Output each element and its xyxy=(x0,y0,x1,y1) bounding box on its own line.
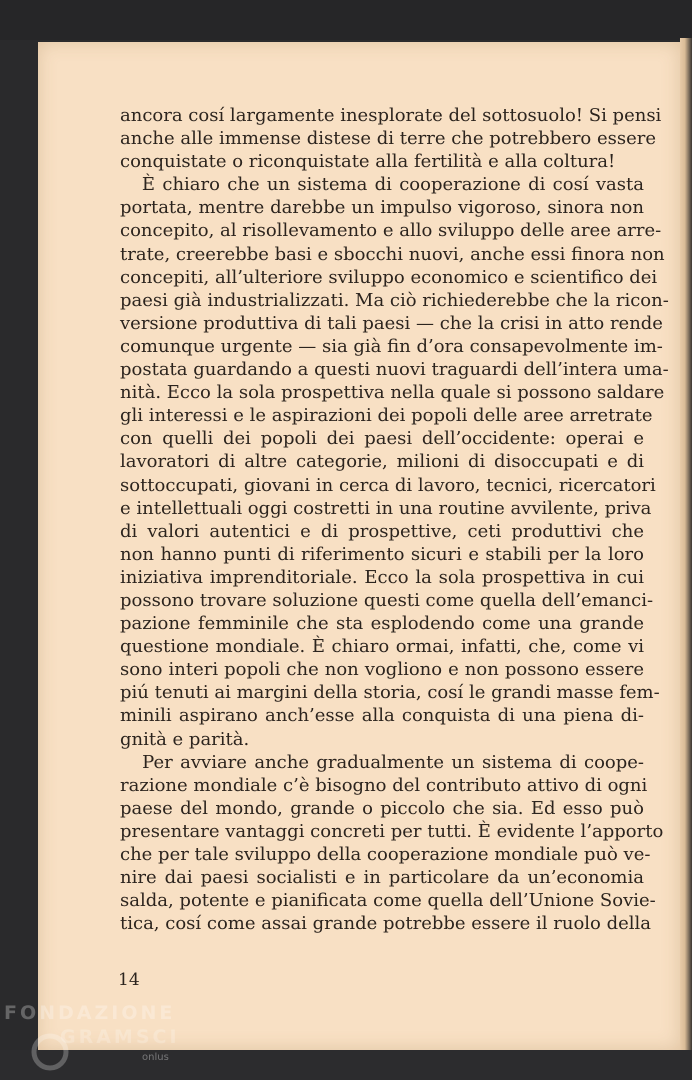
text-line: questione mondiale. È chiaro ormai, infatti, che, come vi xyxy=(120,636,644,658)
page-edge xyxy=(680,38,692,1050)
text-line: lavoratori di altre categorie, milioni di disoccupati e di xyxy=(120,451,644,473)
text-line: gli interessi e le aspirazioni dei popoli delle aree arretrate xyxy=(120,405,653,427)
text-line: comunque urgente — sia già fin d’ora consapevolmente im- xyxy=(120,335,663,357)
text-line: paese del mondo, grande o piccolo che sia. Ed esso può xyxy=(120,797,644,819)
text-line: minili aspirano anch’esse alla conquista di una piena di- xyxy=(120,705,644,727)
text-line: presentare vantaggi concreti per tutti. È evidente l’apporto xyxy=(120,820,664,842)
text-line: concepiti, all’ulteriore sviluppo economico e scientifico dei xyxy=(120,266,658,288)
text-line: salda, potente e pianificata come quella dell’Unione Sovie- xyxy=(120,890,656,912)
text-line: postata guardando a questi nuovi traguardi dell’intera uma- xyxy=(120,359,669,381)
text-line: di valori autentici e di prospettive, ceti produttivi che xyxy=(120,520,644,542)
watermark-logo-icon xyxy=(28,1030,72,1074)
watermark-logo-text-2: GRAMSCI xyxy=(60,1026,180,1048)
text-line: versione produttiva di tali paesi — che la crisi in atto rende xyxy=(120,312,663,334)
text-line: ancora cosí largamente inesplorate del sottosuolo! Si pensi xyxy=(120,105,662,126)
text-line: concepito, al risollevamento e allo sviluppo delle aree arre- xyxy=(120,220,662,242)
scanner-top-border xyxy=(0,0,692,40)
text-line: con quelli dei popoli dei paesi dell’occidente: operai e xyxy=(120,428,644,450)
text-line: e intellettuali oggi costretti in una routine avvilente, priva xyxy=(120,497,652,519)
text-line: paesi già industrializzati. Ma ciò richiederebbe che la ricon- xyxy=(120,289,669,311)
text-line: trate, creerebbe basi e sbocchi nuovi, anche essi finora non xyxy=(120,243,665,265)
text-line: È chiaro che un sistema di cooperazione di cosí vasta xyxy=(120,174,644,196)
scanner-bottom-border xyxy=(0,1050,692,1080)
text-line: nire dai paesi socialisti e in particolare da un’economia xyxy=(120,867,644,889)
text-line: portata, mentre darebbe un impulso vigoroso, sinora non xyxy=(120,197,644,219)
text-line: iniziativa imprenditoriale. Ecco la sola prospettiva in cui xyxy=(120,566,644,588)
text-line: pazione femminile che sta esplodendo come una grande xyxy=(120,613,644,635)
text-line: che per tale sviluppo della cooperazione mondiale può ve- xyxy=(120,844,651,865)
text-line: razione mondiale c’è bisogno del contributo attivo di ogni xyxy=(120,774,648,796)
text-line: tica, cosí come assai grande potrebbe essere il ruolo della xyxy=(120,913,652,935)
text-line: possono trovare soluzione questi come quella dell’emanci- xyxy=(120,589,654,611)
watermark-suffix: onlus xyxy=(142,1052,169,1063)
page-number: 14 xyxy=(118,970,140,990)
text-line: non hanno punti di riferimento sicuri e stabili per la loro xyxy=(120,543,644,565)
body-text xyxy=(120,104,669,935)
text-line: gnità e parità. xyxy=(120,728,250,750)
text-line: anche alle immense distese di terre che potrebbero essere xyxy=(120,128,657,150)
text-line: nità. Ecco la sola prospettiva nella quale si possono saldare xyxy=(120,382,665,404)
text-line: sottoccupati, giovani in cerca di lavoro, tecnici, ricercatori xyxy=(120,474,656,496)
text-line: sono interi popoli che non vogliono e non possono essere xyxy=(120,659,644,681)
text-line: piú tenuti ai margini della storia, cosí le grandi masse fem- xyxy=(120,682,660,704)
text-line: Per avviare anche gradualmente un sistema di coope- xyxy=(120,751,644,773)
watermark-logo-text: FONDAZIONE xyxy=(4,1002,176,1024)
text-line: conquistate o riconquistate alla fertilità e alla coltura! xyxy=(120,151,616,173)
